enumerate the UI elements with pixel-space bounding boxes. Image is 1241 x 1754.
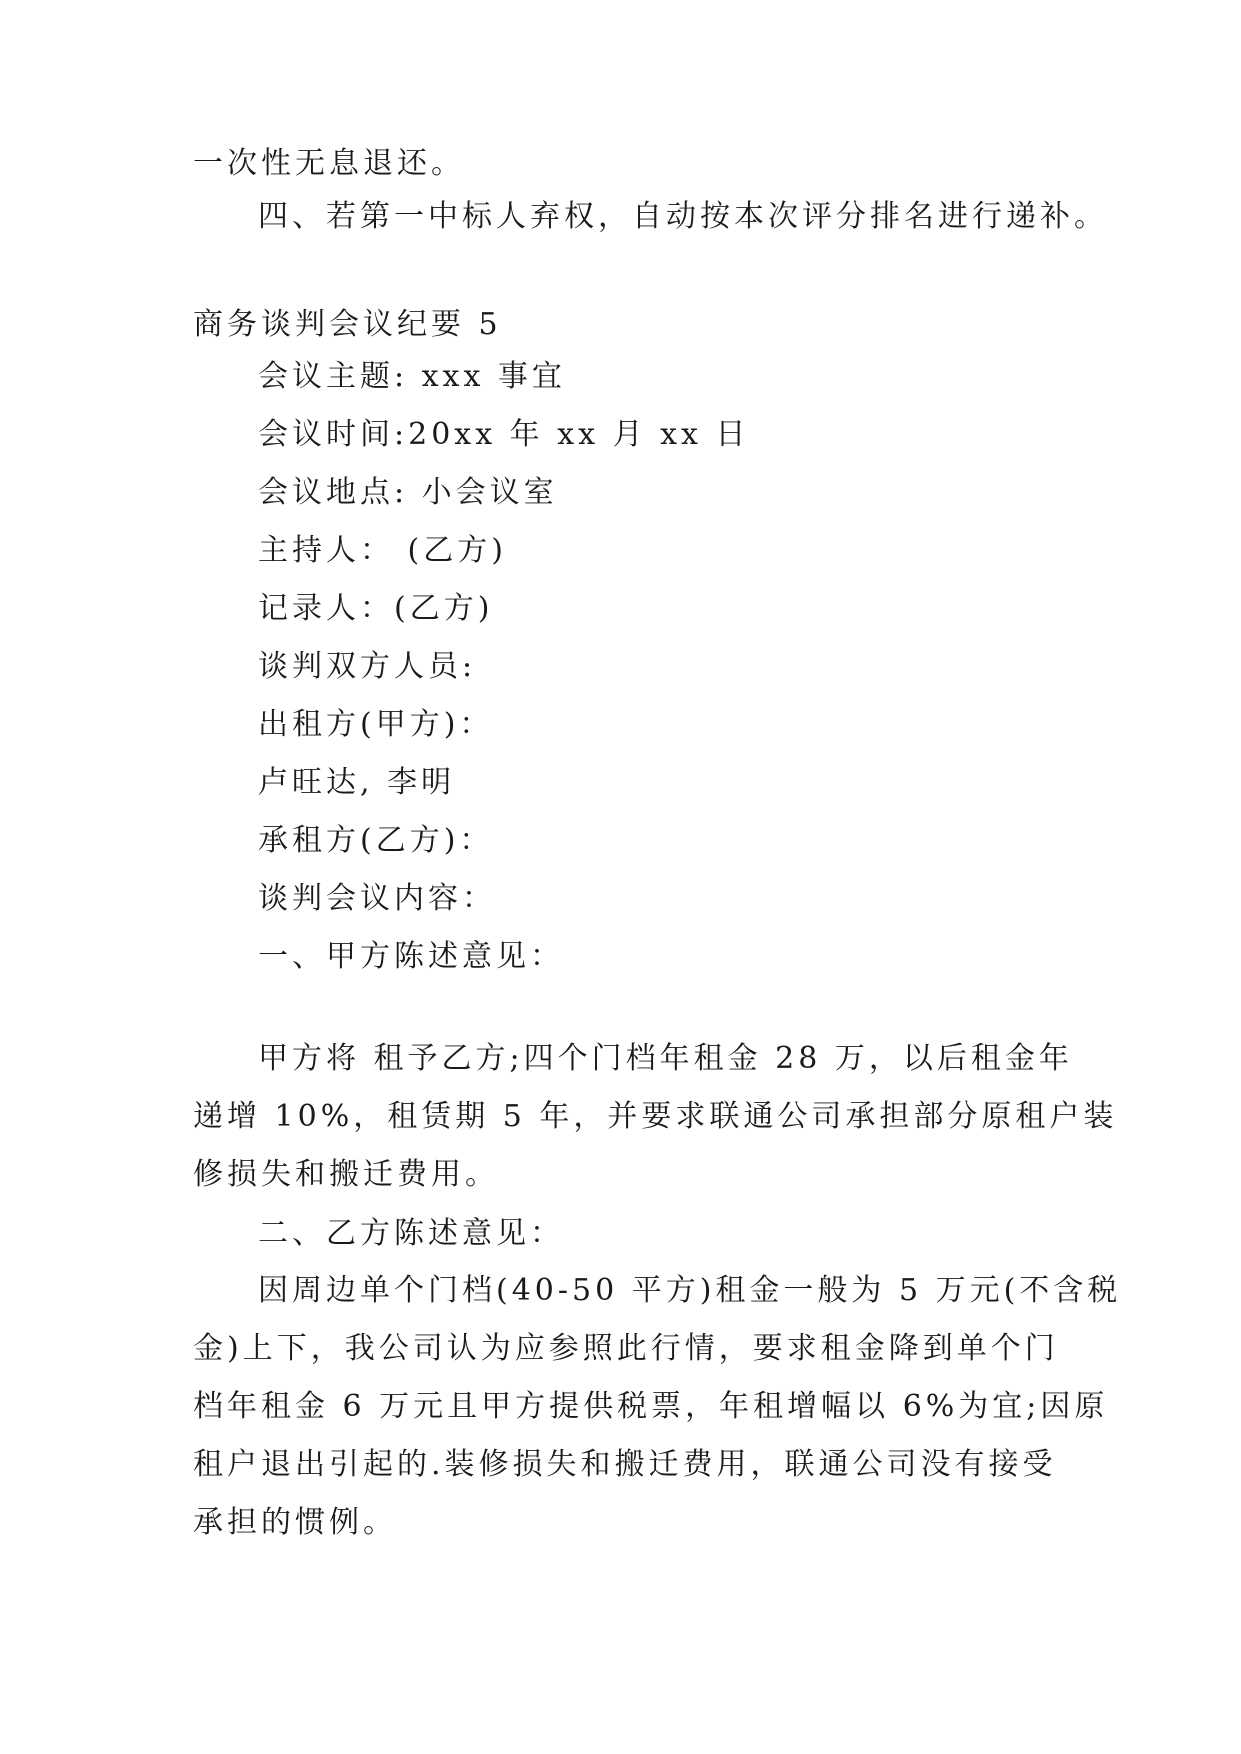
party-a-heading: 一、甲方陈述意见： (258, 939, 564, 974)
meeting-time: 会议时间:20xx 年 xx 月 xx 日 (258, 417, 750, 452)
meeting-info (193, 348, 1118, 986)
section-title (193, 296, 1053, 354)
lessee-label: 承租方(乙方)： (258, 823, 494, 858)
negotiating-parties: 谈判双方人员: (258, 649, 477, 684)
paragraph-line: 承担的惯例。 (193, 1505, 397, 1540)
paragraph-line: 因周边单个门档(40-50 平方)租金一般为 5 万元(不含税 (258, 1273, 1122, 1308)
paragraph-line: 租户退出引起的.装修损失和搬迁费用，联通公司没有接受 (193, 1447, 1057, 1482)
continuation-text (193, 135, 1053, 193)
paragraph-line: 修损失和搬迁费用。 (193, 1157, 499, 1192)
section-title-text: 商务谈判会议纪要 5 (193, 307, 502, 342)
party-a-statement (193, 1030, 1118, 1204)
meeting-content-label: 谈判会议内容： (258, 881, 496, 916)
party-b-statement (193, 1262, 1122, 1552)
paragraph-line: 甲方将 租予乙方;四个门档年租金 28 万，以后租金年 (258, 1041, 1073, 1076)
party-b-heading: 二、乙方陈述意见： (258, 1216, 564, 1251)
meeting-recorder: 记录人：(乙方) (258, 591, 494, 626)
text-line: 四、若第一中标人弃权，自动按本次评分排名进行递补。 (258, 199, 1108, 234)
lessor-names: 卢旺达, 李明 (258, 765, 456, 800)
paragraph-line: 递增 10%，租赁期 5 年，并要求联通公司承担部分原租户装 (193, 1099, 1118, 1134)
party-b-heading-block (193, 1205, 1118, 1263)
text-line: 一次性无息退还。 (193, 146, 465, 181)
meeting-host: 主持人： (乙方) (258, 533, 507, 568)
meeting-subject: 会议主题: xxx 事宜 (258, 359, 566, 394)
meeting-place: 会议地点: 小会议室 (258, 475, 558, 510)
clause-four (193, 188, 1118, 246)
lessor-label: 出租方(甲方)： (258, 707, 494, 742)
paragraph-line: 档年租金 6 万元且甲方提供税票，年租增幅以 6%为宜;因原 (193, 1389, 1109, 1424)
paragraph-line: 金)上下，我公司认为应参照此行情，要求租金降到单个门 (193, 1331, 1059, 1366)
